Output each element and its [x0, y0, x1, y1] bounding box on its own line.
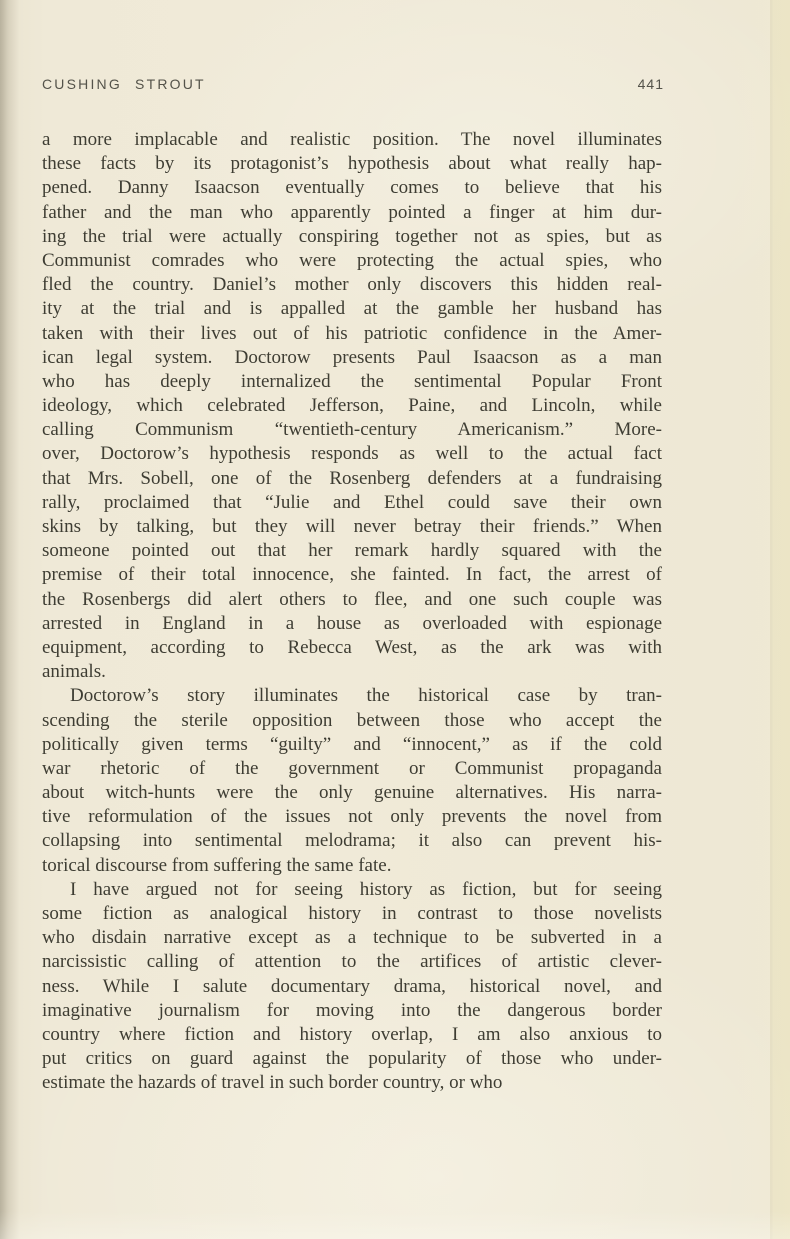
text-line: these facts by its protagonist’s hypothesis about what really hap- [42, 153, 662, 175]
text-line: torical discourse from suffering the same fate. [42, 854, 392, 876]
text-line: pened. Danny Isaacson eventually comes to believe that his [42, 177, 662, 199]
text-line: ity at the trial and is appalled at the gamble her husband has [42, 298, 662, 320]
running-head-author: CUSHING STROUT [42, 76, 206, 92]
text-line: premise of their total innocence, she fainted. In fact, the arrest of [42, 564, 662, 586]
text-line: over, Doctorow’s hypothesis responds as well to the actual fact [42, 443, 662, 465]
text-line: arrested in England in a house as overloaded with espionage [42, 612, 662, 634]
text-line: ing the trial were actually conspiring together not as spies, but as [42, 225, 662, 247]
text-line: Communist comrades who were protecting the actual spies, who [42, 249, 662, 271]
text-line: estimate the hazards of travel in such border country, or who [42, 1072, 503, 1094]
text-line: Doctorow’s story illuminates the historical case by tran- [70, 685, 662, 707]
text-line: ican legal system. Doctorow presents Paul Isaacson as a man [42, 346, 662, 368]
running-head [42, 76, 664, 92]
text-line: country where fiction and history overlap, I am also anxious to [42, 1023, 662, 1045]
text-line: about witch-hunts were the only genuine alternatives. His narra- [42, 782, 662, 804]
text-line: animals. [42, 661, 106, 683]
page-number: 441 [637, 76, 664, 92]
text-line: the Rosenbergs did alert others to flee, and one such couple was [42, 588, 662, 610]
text-line: scending the sterile opposition between those who accept the [42, 709, 662, 731]
text-line: equipment, according to Rebecca West, as the ark was with [42, 636, 662, 658]
text-line: politically given terms “guilty” and “innocent,” as if the cold [42, 733, 662, 755]
paragraph-2 [42, 684, 662, 878]
text-line: calling Communism “twentieth-century Americanism.” More- [42, 419, 662, 441]
scan-edge-line-right [770, 0, 790, 1239]
text-line: ness. While I salute documentary drama, historical novel, and [42, 975, 662, 997]
text-line: rally, proclaimed that “Julie and Ethel could save their own [42, 491, 662, 513]
text-line: some fiction as analogical history in contrast to those novelists [42, 903, 662, 924]
text-line: who disdain narrative except as a technique to be subverted in a [42, 927, 662, 949]
scan-edge-shadow-left [0, 0, 20, 1239]
text-line: taken with their lives out of his patriotic confidence in the Amer- [42, 322, 662, 344]
text-line: tive reformulation of the issues not only prevents the novel from [42, 806, 662, 828]
text-line: a more implacable and realistic position. The novel illuminates [42, 129, 662, 150]
text-line: war rhetoric of the government or Communist propaganda [42, 757, 662, 779]
paragraph-3 [42, 878, 662, 1096]
text-line: narcissistic calling of attention to the artifices of artistic clever- [42, 951, 662, 973]
text-line: father and the man who apparently pointed a finger at him dur- [42, 201, 662, 223]
text-line: who has deeply internalized the sentimental Popular Front [42, 370, 662, 392]
text-line: imaginative journalism for moving into the dangerous border [42, 999, 662, 1021]
text-line: skins by talking, but they will never betray their friends.” When [42, 516, 662, 537]
text-line: I have argued not for seeing history as fiction, but for seeing [70, 878, 662, 900]
body-text [42, 128, 662, 1096]
scan-edge-glow-bottom [0, 1211, 790, 1239]
text-line: ideology, which celebrated Jefferson, Paine, and Lincoln, while [42, 395, 662, 417]
text-line: collapsing into sentimental melodrama; it also can prevent his- [42, 830, 662, 852]
text-line: put critics on guard against the popularity of those who under- [42, 1048, 662, 1070]
text-line: someone pointed out that her remark hardly squared with the [42, 540, 662, 562]
text-line: fled the country. Daniel’s mother only discovers this hidden real- [42, 274, 662, 296]
paragraph-1 [42, 128, 662, 684]
text-line: that Mrs. Sobell, one of the Rosenberg defenders at a fundraising [42, 467, 662, 489]
